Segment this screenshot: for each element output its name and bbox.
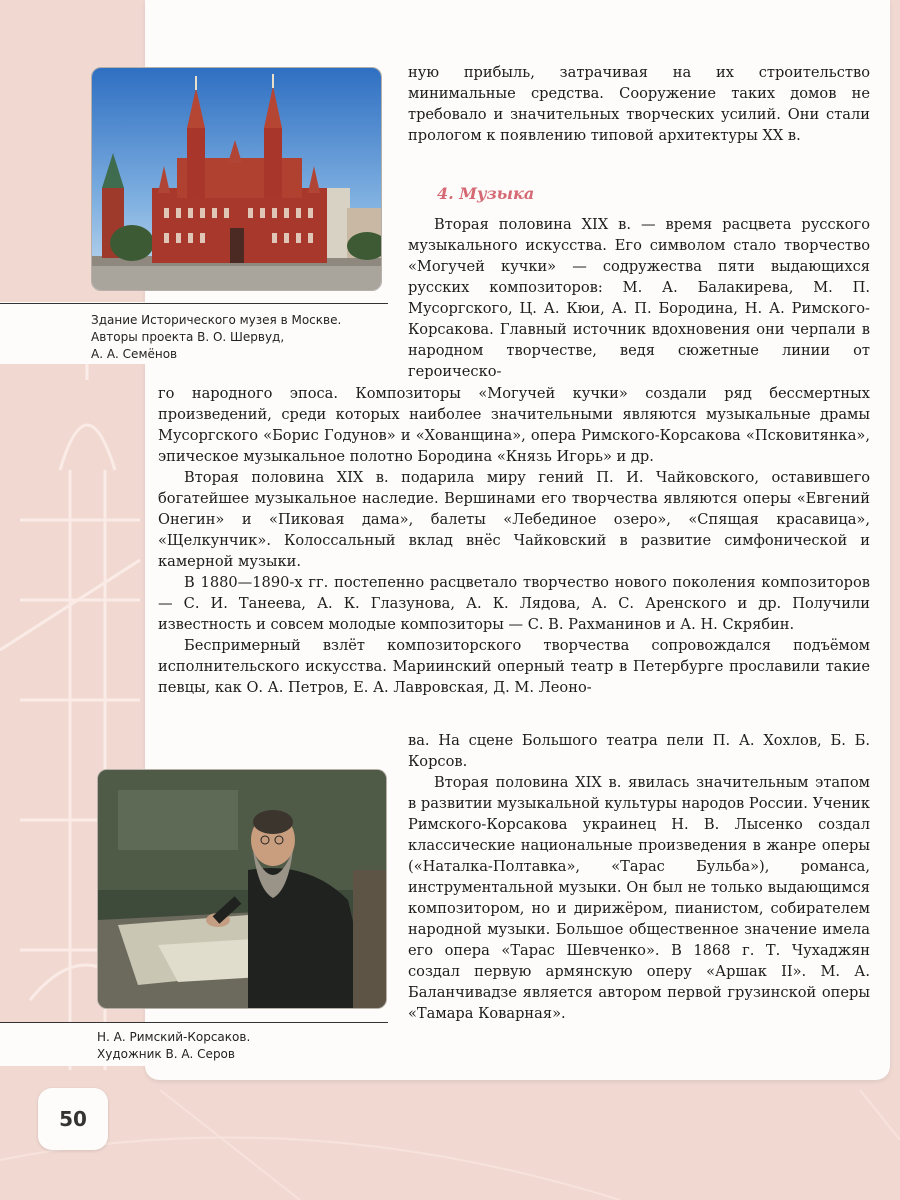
intro-text — [408, 62, 870, 146]
paragraph: Вторая половина XIX в. — время расцвета русского музыкального искусства. Его символом стало творчество «Могучей кучки» — содружества пяти выдающихся русских композиторов: М. А. Балакирева, М. П. Мусоргского, Ц. А. Кюи, А. П. Бородина, Н. А. Римского-Корсакова. Главный источник вдохновения они черпали в народном творчестве, ведя сюжетные линии от героическо- — [408, 216, 870, 380]
museum-caption-line: Авторы проекта В. О. Шервуд, — [91, 330, 285, 344]
paragraph: Вторая половина XIX в. явилась значительным этапом в развитии музыкальной культуры народов России. Ученик Римского-Корсакова украинец Н. В. Лысенко создал классические национальные произведения в жанре оперы («Наталка-Полтавка», «Тарас Бульба»), романса, инструментальной музыки. Он был не только выдающимся композитором, но и дирижёром, пианистом, собирателем народной музыки. Большое общественное значение имела его опера «Тарас Шевченко». В 1868 г. Т. Чухаджян создал первую армянскую оперу «Аршак II». М. А. Баланчивадзе является автором первой грузинской оперы «Тамара Коварная». — [408, 774, 870, 1022]
paragraph: Вторая половина XIX в. подарила миру гений П. И. Чайковского, оставившего богатейшее музыкальное наследие. Вершинами его творчества являются оперы «Евгений Онегин» и «Пиковая дама», балеты «Лебединое озеро», «Спящая красавица», «Щелкунчик». Колоссальный вклад внёс Чайковский в развитие симфонической и камерной музыки. — [158, 469, 870, 570]
page-number: 50 — [38, 1088, 108, 1150]
museum-caption-line: А. А. Семёнов — [91, 347, 178, 361]
museum-caption-line: Здание Исторического музея в Москве. — [91, 313, 342, 327]
paragraph: го народного эпоса. Композиторы «Могучей кучки» создали ряд бессмертных произведений, среди которых наиболее значительными являются музыкальные драмы Мусоргского «Борис Годунов» и «Хованщина», опера Римского-Корсакова «Псковитянка», эпическое музыкальное полотно Бородина «Князь Игорь» и др. — [158, 385, 870, 465]
portrait-caption-line: Художник В. А. Серов — [97, 1047, 235, 1061]
section-heading: 4. Музыка — [437, 184, 535, 203]
paragraph: В 1880—1890-х гг. постепенно расцветало творчество нового поколения композиторов — С. И. Танеева, А. К. Глазунова, А. К. Лядова, А. С. Аренского и др. Получили известность и совсем молодые композиторы — С. В. Рахманинов и А. Н. Скрябин. — [158, 574, 870, 633]
portrait-caption — [97, 1029, 397, 1063]
rimsky-korsakov-portrait — [97, 769, 387, 1009]
museum-caption — [91, 312, 391, 363]
paragraph-1-top — [408, 214, 870, 382]
paragraph: ную прибыль, затрачивая на их строительство минимальные средства. Сооружение таких домов не требовало и значительных творческих усилий. Они стали прологом к появлению типовой архитектуры XX в. — [408, 64, 870, 144]
paragraph: ва. На сцене Большого театра пели П. А. Хохлов, Б. Б. Корсов. — [408, 732, 870, 770]
main-text-wide — [158, 383, 870, 698]
portrait-caption-rule — [0, 1022, 388, 1023]
historical-museum-photo — [91, 67, 382, 291]
portrait-caption-line: Н. А. Римский-Корсаков. — [97, 1030, 251, 1044]
museum-caption-rule — [0, 303, 388, 304]
paragraph: Беспримерный взлёт композиторского творчества сопровождался подъёмом исполнительского искусства. Мариинский оперный театр в Петербурге прославили такие певцы, как О. А. Петров, Е. А. Лавровская, Д. М. Леоно- — [158, 637, 870, 696]
main-text-right — [408, 730, 870, 1024]
